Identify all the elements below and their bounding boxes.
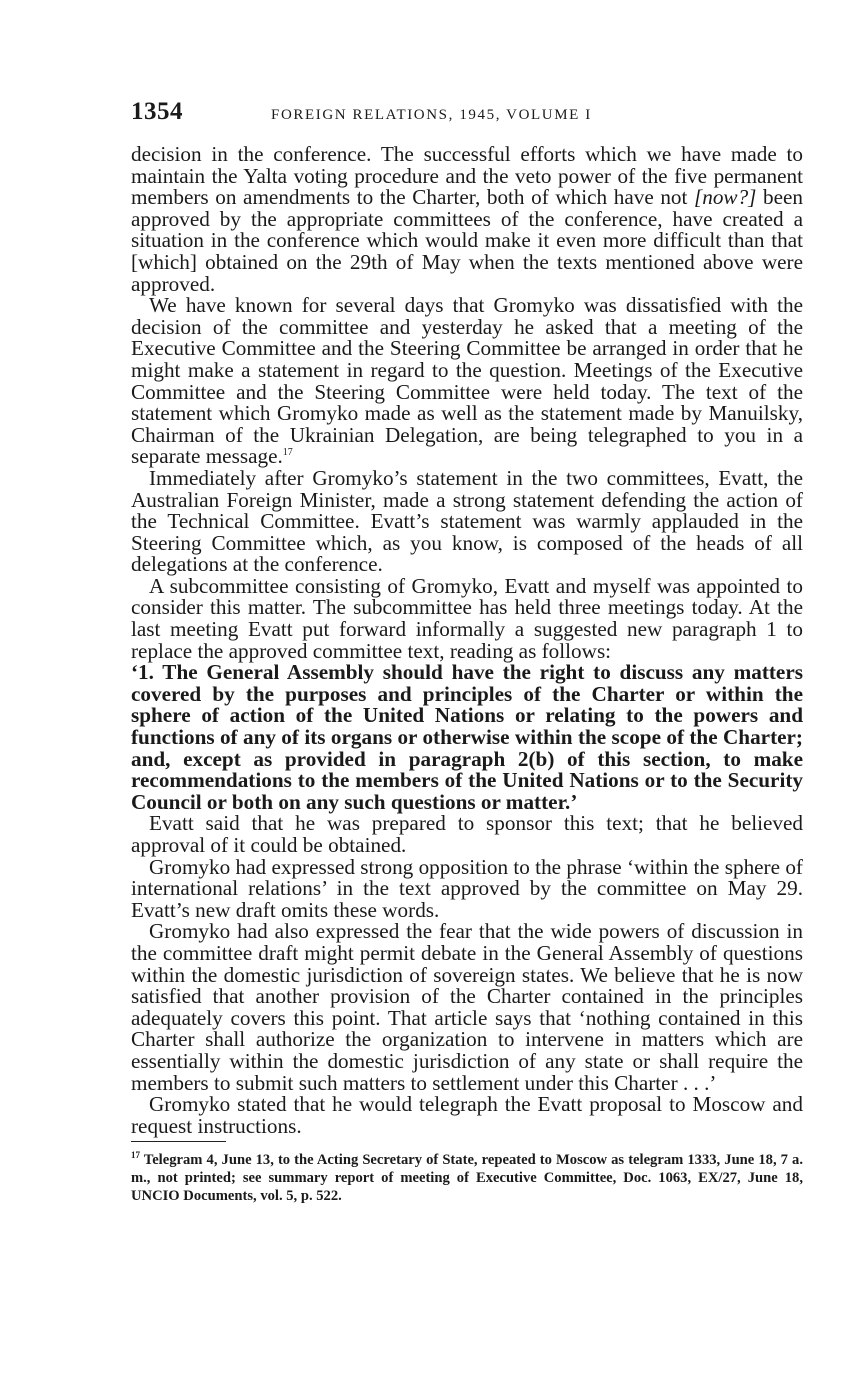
paragraph-5: Evatt said that he was prepared to sponsor this text; that he believed approval of it could be obtained.	[131, 811, 803, 857]
running-header	[131, 98, 803, 136]
footnote-text: Telegram 4, June 13, to the Acting Secretary of State, repeated to Moscow as telegram 1333, June 18, 7 a. m., not printed; see summary report of meeting of Executive Committee, Doc. 1063, EX/27, June 18, UNCIO Documents, vol. 5, p. 522.	[131, 1152, 803, 1204]
paragraph-7: Gromyko had also expressed the fear that the wide powers of discussion in the committee draft might permit debate in the General Assembly of questions within the domestic jurisdiction of sovereign states. We believe that he is now satisfied that another provision of the Charter contained in the principles adequately covers this point. That article says that ‘nothing contained in this Charter shall authorize the organization to intervene in matters which are essentially within the domestic jurisdiction of any state or shall require the members to submit such matters to settlement under this Charter . . .’	[131, 919, 803, 1095]
footnote-divider	[131, 1141, 226, 1142]
running-title: FOREIGN RELATIONS, 1945, VOLUME I	[271, 107, 592, 123]
document-page	[131, 98, 803, 1205]
paragraph-6: Gromyko had expressed strong opposition to the phrase ‘within the sphere of international relations’ in the text approved by the committee on May 29. Evatt’s new draft omits these words.	[131, 854, 803, 922]
footnote-mark: 17	[131, 1150, 140, 1161]
body-text	[131, 144, 803, 1137]
editorial-insertion: [now?]	[694, 185, 757, 210]
paragraph-2: We have known for several days that Gromyko was dissatisfied with the decision of the committee and yesterday he asked that a meeting of the Executive Committee and the Steering Committee be arranged in order that he might make a statement in regard to the question. Meetings of the Executive Committee and the Steering Committee were held today. The text of the statement which Gromyko made as well as the statement made by Manuilsky, Chairman of the Ukrainian Delegation, are being telegraphed to you in a separate message.$^{17}$	[131, 293, 803, 469]
footnote	[131, 1152, 803, 1205]
paragraph-1: decision in the conference. The successful efforts which we have made to maintain the Yalta voting procedure and the veto power of the five permanent members on amendments to the Charter, both of which have not [now?] been approved by the appropriate committees of the conference, have created a situation in the conference which would make it even more difficult than that [which] obtained on the 29th of May when the texts mentioned above were approved.	[131, 142, 803, 296]
paragraph-3: Immediately after Gromyko’s statement in the two committees, Evatt, the Australian Foreign Minister, made a strong statement defending the action of the Technical Committee. Evatt’s statement was warmly applauded in the Steering Committee which, as you know, is composed of the heads of all delegations at the conference.	[131, 465, 803, 577]
paragraph-8: Gromyko stated that he would telegraph the Evatt proposal to Moscow and request instructions.	[131, 1092, 803, 1138]
page-number: 1354	[131, 98, 183, 125]
paragraph-4: A subcommittee consisting of Gromyko, Evatt and myself was appointed to consider this matter. The subcommittee has held three meetings today. At the last meeting Evatt put forward informally a suggested new paragraph 1 to replace the approved committee text, reading as follows:	[131, 573, 803, 663]
footnote-reference: 17	[282, 447, 293, 459]
block-quote: ‘1. The General Assembly should have the right to discuss any matters covered by the purposes and principles of the Charter or within the sphere of action of the United Nations or relating to the powers and functions of any of its organs or otherwise within the scope of the Charter; and, except as provided in paragraph 2(b) of this section, to make recommendations to the members of the United Nations or to the Security Council or both on any such questions or matter.’	[131, 660, 803, 814]
